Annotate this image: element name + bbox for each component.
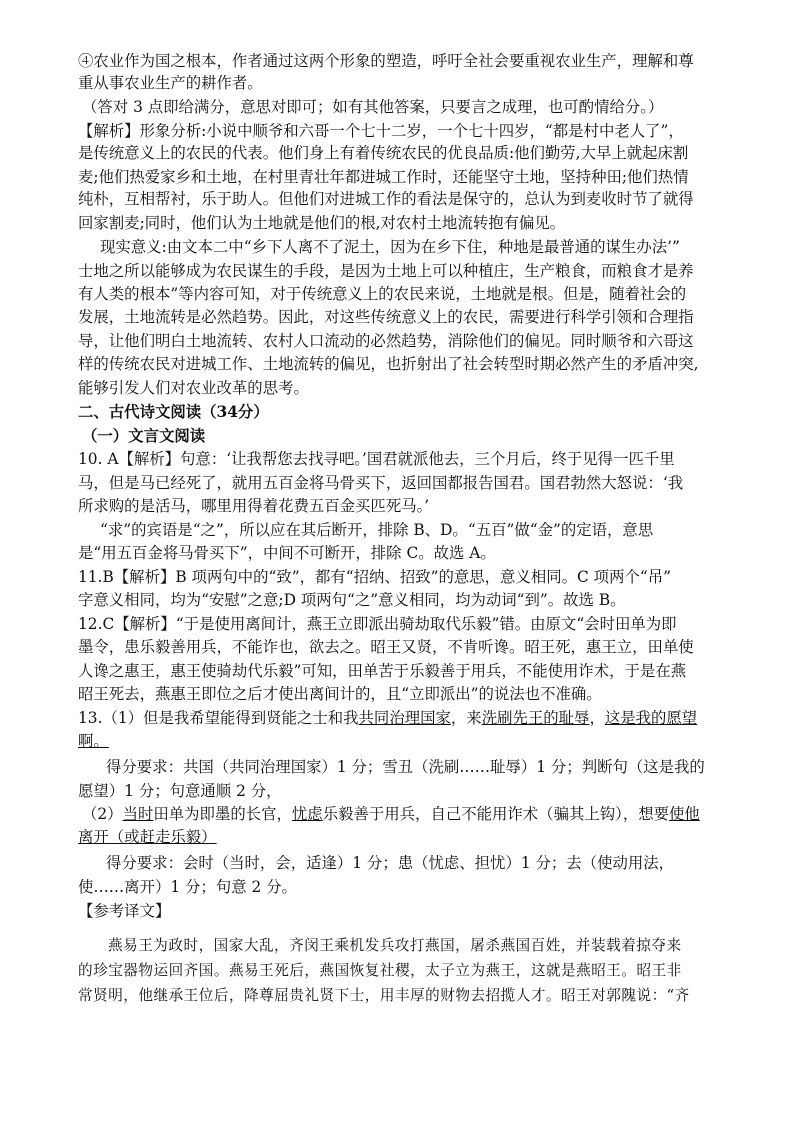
text-line: 麦;他们热爱家乡和土地，在村里青壮年都进城工作时，还能坚守土地，坚持种田;他们热情 xyxy=(78,168,689,186)
scoring-requirement: 得分要求：共国（共同治理国家）1 分；雪丑（洗刷……耻辱）1 分；判断句（这是我的 xyxy=(106,758,705,776)
subsection-heading: （一）文言文阅读 xyxy=(82,427,206,445)
translation-line: 的珍宝器物运回齐国。燕易王死后，燕国恢复社稷，太子立为燕王，这就是燕昭王。昭王非 xyxy=(78,962,682,979)
text-line: 导，让他们明白土地流转、农村人口流动的必然趋势，消除他们的偏见。同时顺爷和六哥这 xyxy=(78,332,694,350)
text-line: 使……离开）1 分；句意 2 分。 xyxy=(78,878,297,896)
text-line: 回家割麦;同时，他们认为土地就是他们的根,对农村土地流转抱有偏见。 xyxy=(78,214,566,232)
text-line: 纯朴，互相帮衬，乐于助人。但他们对进城工作的看法是保守的，总认为到麦收时节了就得 xyxy=(78,190,694,208)
analysis-line: 【解析】形象分析:小说中顺爷和六哥一个七十二岁，一个七十四岁，“都是村中老人了”， xyxy=(78,122,684,140)
reference-translation-heading: 【参考译文】 xyxy=(78,902,171,920)
text-line: 墨令，患乐毅善用兵，不能诈也，欲去之。昭王又贤，不肯听谗。昭王死，惠王立，田单使 xyxy=(78,638,694,656)
text-line: 所求购的是活马，哪里用得着花费五百金买匹死马。’ xyxy=(78,497,430,515)
text-line: 字意义相同，均为“安慰”之意;D 项两句“之”意义相同，均为动词“到”。故选 B。 xyxy=(78,591,626,609)
scoring-note: （答对 3 点即给满分，意思对即可；如有其他答案，只要言之成理，也可酌情给分。） xyxy=(82,98,664,116)
scoring-requirement: 得分要求：会时（当时，会，适逢）1 分；患（忧虑、担忧）1 分；去（使动用法， xyxy=(106,854,675,872)
text-line: 有人类的根本”等内容可知，对于传统意义上的农民来说，土地就是根。但是，随着社会的 xyxy=(78,285,687,303)
underlined-phrase: 洗刷先王的耻辱 xyxy=(481,709,590,727)
text-line: “求”的宾语是“之”，所以应在其后断开，排除 B、D。“五百”做“金”的定语，意思 xyxy=(100,521,654,539)
text-line: 愿望）1 分；句意通顺 2 分， xyxy=(78,782,282,800)
answer-10: 10. A【解析】句意：‘让我帮您去找寻吧。’国君就派他去，三个月后，终于见得一匹千里 xyxy=(78,450,675,468)
text-line: 能够引发人们对农业改革的思考。 xyxy=(78,379,309,397)
answer-13-2 xyxy=(82,803,732,825)
text-segment: （2） xyxy=(82,805,123,823)
underlined-phrase: 啊。 xyxy=(78,732,109,750)
translation-line: 常贤明，他继承王位后，降尊屈贵礼贤下士，用丰厚的财物去招揽人才。昭王对郭隗说：“齐 xyxy=(78,987,690,1004)
answer-13-1 xyxy=(78,707,728,729)
text-segment: 田单为即墨的长官， xyxy=(153,805,292,823)
text-segment: ， xyxy=(589,709,605,727)
text-line: 发展，土地流转是必然趋势。因此，对这些传统意义上的农民，需要进行科学引领和合理指 xyxy=(78,308,694,326)
text-segment: 13.（1）但是我希望能得到贤能之士和我 xyxy=(78,709,359,727)
text-line xyxy=(78,826,728,848)
text-line: 人谗之惠王，惠王使骑劫代乐毅”可知，田单苦于乐毅善于用兵，不能使用诈术，于是在燕 xyxy=(78,662,687,680)
text-line: 样的传统农民对进城工作、土地流转的偏见，也折射出了社会转型时期必然产生的矛盾冲突, xyxy=(78,355,699,373)
text-segment: 乐毅善于用兵，自己不能用诈术（骗其上钩），想要 xyxy=(322,805,669,823)
underlined-phrase: 共同治理国家 xyxy=(358,709,451,727)
text-line: 士地之所以能够成为农民谋生的手段，是因为土地上可以种植庄，生产粮食，而粮食才是养 xyxy=(78,262,694,280)
underlined-phrase: 这是我的愿望 xyxy=(604,709,698,727)
text-line: 是传统意义上的农民的代表。他们身上有着传统农民的优良品质:他们勤劳,大早上就起床割 xyxy=(78,144,689,162)
underlined-phrase: 忧虑 xyxy=(291,805,323,823)
underlined-phrase: 当时 xyxy=(122,805,154,823)
underlined-phrase: 离开（或赶走乐毅） xyxy=(78,828,217,846)
text-line: 重从事农业生产的耕作者。 xyxy=(78,74,263,92)
text-line: 现实意义:由文本二中“乡下人离不了泥土，因为在乡下住，种地是最普通的谋生办法’” xyxy=(100,238,680,256)
text-segment: ，来 xyxy=(450,709,482,727)
answer-11: 11.B【解析】B 项两句中的“致”，都有“招纳、招致”的意思，意义相同。C 项两个“吊” xyxy=(78,568,671,586)
translation-line: 燕易王为政时，国家大乱，齐闵王乘机发兵攻打燕国，屠杀燕国百姓，并装载着掠夺来 xyxy=(108,937,682,954)
underlined-phrase: 使他 xyxy=(669,805,700,823)
text-line xyxy=(78,730,728,752)
text-line: 马，但是马已经死了，就用五百金将马骨买下，返回国都报告国君。国君勃然大怒说：‘我 xyxy=(78,474,684,492)
text-line: ④农业作为国之根本，作者通过这两个形象的塑造，呼吁全社会要重视农业生产，理解和尊 xyxy=(78,52,694,70)
text-line: 昭王死去，燕惠王即位之后才使出离间计的，且“立即派出”的说法也不准确。 xyxy=(78,685,602,703)
section-heading: 二、古代诗文阅读（34分） xyxy=(78,403,269,421)
text-line: 是“用五百金将马骨买下”，中间不可断开，排除 C。故选 A。 xyxy=(78,544,496,562)
answer-12: 12.C【解析】“于是使用离间计，燕王立即派出骑劫取代乐毅”错。由原文“会时田单为即 xyxy=(78,615,677,633)
